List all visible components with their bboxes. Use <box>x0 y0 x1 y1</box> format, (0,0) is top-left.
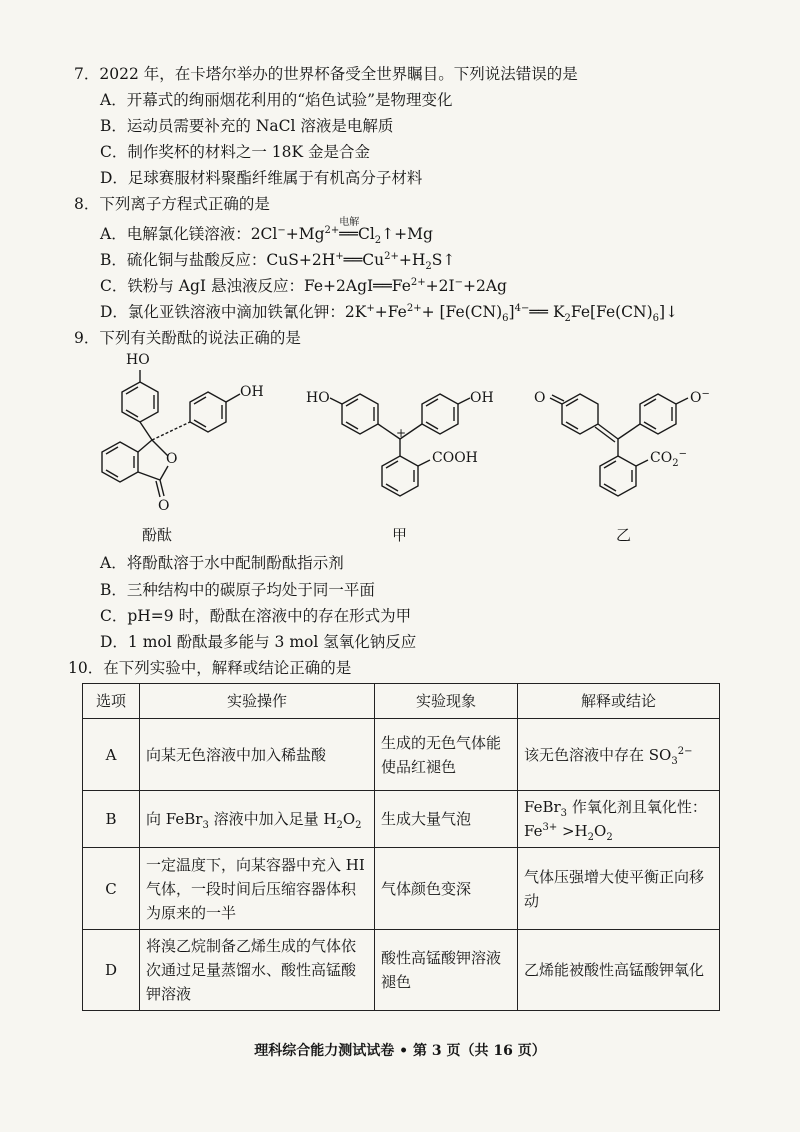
row-d-conclusion: 乙烯能被酸性高锰酸钾氧化 <box>518 930 720 1011</box>
q9-option-b: B．三种结构中的碳原子均处于同一平面 <box>100 581 375 599</box>
jia-ho-label: HO <box>306 390 330 406</box>
phenolphthalein-oh-label: OH <box>240 384 264 400</box>
yi-keto-o-label: O <box>534 390 546 406</box>
row-b-operation: 向 FeBr$_3$ 溶液中加入足量 $H_2O_2$ <box>140 791 375 848</box>
row-b-conclusion: FeBr$_3$ 作氧化剂且氧化性：$Fe^{3+} >H_2O_2$ <box>518 791 720 848</box>
row-c-conclusion: 气体压强增大使平衡正向移动 <box>518 848 720 930</box>
q8-option-d: D．氯化亚铁溶液中滴加铁氰化钾：$2K^++Fe^{2+}+$ $[Fe(CN)_6]^{4-}══$ $K_2Fe[Fe(CN)_6]↓$ <box>100 302 679 325</box>
q8-option-c: C．铁粉与 AgI 悬浊液反应：$Fe+2AgI══Fe^{2+}+2I^-+2Ag$ <box>100 276 507 295</box>
table-row <box>83 719 720 791</box>
row-a-operation: 向某无色溶液中加入稀盐酸 <box>140 719 375 791</box>
q10-stem: 10．在下列实验中，解释或结论正确的是 <box>68 659 352 677</box>
experiment-table <box>82 683 720 1011</box>
jia-oh-label: OH <box>470 390 494 406</box>
header-conclusion: 解释或结论 <box>518 684 720 719</box>
header-phenomenon: 实验现象 <box>375 684 518 719</box>
jia-cooh-label: COOH <box>432 450 478 466</box>
q7-option-d: D．足球赛服材料聚酯纤维属于有机高分子材料 <box>100 169 423 187</box>
page-footer: 理科综合能力测试试卷 • 第 3 页（共 16 页） <box>254 1043 546 1059</box>
table-header-row <box>83 684 720 719</box>
q8-option-a: A．电解氯化镁溶液：$2Cl^-+Mg^{2+}$ 电解 $══Cl_2↑+Mg$ <box>100 217 433 247</box>
table-row <box>83 848 720 930</box>
row-d-option: D <box>83 930 140 1011</box>
structure-label-jia: 甲 <box>392 526 408 544</box>
q9-option-c: C．pH=9 时，酚酞在溶液中的存在形式为甲 <box>100 607 412 625</box>
q9-stem: 9．下列有关酚酞的说法正确的是 <box>74 329 301 347</box>
yi-carboxylate-label: $CO_2^-$ <box>650 448 687 469</box>
row-a-phenomenon: 生成的无色气体能使品红褪色 <box>375 719 518 791</box>
yi-drawing <box>528 384 748 514</box>
phenolphthalein-drawing <box>90 352 290 522</box>
q9-option-a: A．将酚酞溶于水中配制酚酞指示剂 <box>100 554 344 572</box>
row-b-option: B <box>83 791 140 848</box>
q7-option-b: B．运动员需要补充的 NaCl 溶液是电解质 <box>100 117 394 135</box>
row-b-phenomenon: 生成大量气泡 <box>375 791 518 848</box>
structure-yi <box>528 384 748 514</box>
structure-phenolphthalein <box>90 352 290 522</box>
q7-option-c: C．制作奖杯的材料之一 18K 金是合金 <box>100 143 371 161</box>
structure-jia <box>300 384 520 514</box>
q8-stem: 8．下列离子方程式正确的是 <box>74 195 270 213</box>
row-a-conclusion: 该无色溶液中存在 $SO_3^{2-}$ <box>518 719 720 791</box>
row-c-phenomenon: 气体颜色变深 <box>375 848 518 930</box>
q7-stem: 7．2022 年，在卡塔尔举办的世界杯备受全世界瞩目。下列说法错误的是 <box>74 65 578 83</box>
structure-label-yi: 乙 <box>616 526 632 544</box>
q9-option-d: D．1 mol 酚酞最多能与 3 mol 氢氧化钠反应 <box>100 633 417 651</box>
structure-label-phenolphthalein: 酚酞 <box>142 526 173 544</box>
phenolphthalein-keto-o-label: O <box>158 498 170 514</box>
header-option: 选项 <box>83 684 140 719</box>
header-operation: 实验操作 <box>140 684 375 719</box>
row-d-operation: 将溴乙烷制备乙烯生成的气体依次通过足量蒸馏水、酸性高锰酸钾溶液 <box>140 930 375 1011</box>
phenolphthalein-ring-o-label: O <box>166 451 178 467</box>
q8-option-b: B．硫化铜与盐酸反应：$CuS+2H^+══Cu^{2+}+H_2S↑$ <box>100 250 456 273</box>
phenolphthalein-ho-label: HO <box>126 352 150 368</box>
q7-option-a: A．开幕式的绚丽烟花利用的“焰色试验”是物理变化 <box>100 91 453 109</box>
jia-plus-label: + <box>396 426 407 440</box>
row-c-option: C <box>83 848 140 930</box>
row-a-option: A <box>83 719 140 791</box>
row-c-operation: 一定温度下，向某容器中充入 HI 气体，一段时间后压缩容器体积为原来的一半 <box>140 848 375 930</box>
yi-phenoxide-o-label: O− <box>690 388 710 406</box>
row-d-phenomenon: 酸性高锰酸钾溶液褪色 <box>375 930 518 1011</box>
table-row <box>83 930 720 1011</box>
table-row <box>83 791 720 848</box>
